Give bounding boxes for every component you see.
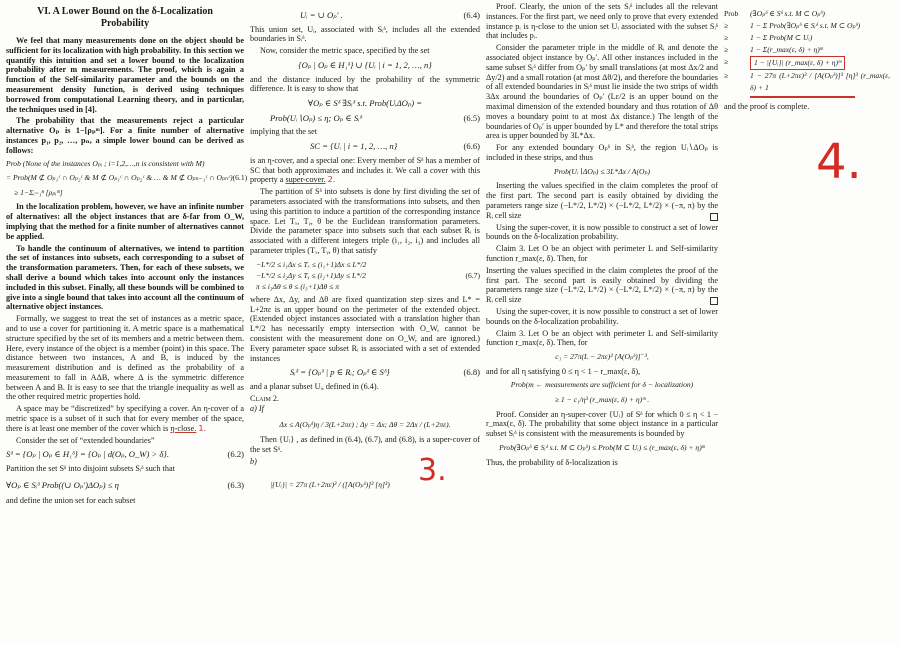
equation-body: Uᵢ = ∪ Oₚ′ . [300,10,343,20]
derivation-line [724,56,896,70]
equation-body: Sᵢᵟ = {Oₚᵟ | p ∈ Rᵢ; Oₚᵟ ∈ Sᵟ} [290,367,390,378]
section-title-line2: Probability [100,18,150,29]
derivation-rhs: 1 − Σ Prob(∃Oₚᵟ ∈ Sᵢᵟ s.t. M ⊂ Oₚᵟ) [750,21,861,30]
derivation-rel: ≥ [724,33,729,42]
annotation-mark-1: 1. [198,422,207,433]
equation-note: Prob (None of the instances Oₚᵢ ; i=1,2,…,n is consistent with M) [6,158,205,168]
equation-final-block [250,452,480,495]
equation-prob-bound: Prob(∃Oₚᵟ ∈ Sᵢᵟ s.t. M ⊂ Oₚᵟ) ≤ Prob(M ⊂ Uᵢ) ≤ (r_max(ε, δ) + η)ᵐ [499,443,705,453]
paragraph: We feel that many measurements done on the object should be sufficient for its localization with high probability. In this section we quantify this intuition and set a lower bound to the localization probability after m measurements. The proof, which is again a function of the Self-similarity parameter and the bounds on the measurement density function, is derived using techniques borrowed from computational Learning theory, and in particular, the techniques used in [4]. [6,36,244,114]
equation-number: (6.3) [227,479,244,490]
annotation-mark-3: 3. [418,452,447,488]
column-2 [250,0,480,494]
paragraph: where Δx, Δy, and Δθ are fixed quantization step sizes and L* = L+2πε is an upper bound on the perimeter of the extended object. (Extended object instances associated with a translation higher than L*/2 has necessarily empty intersection with O_W, cannot be consistent with the measurement done on O_W, and are ignored.) Every parameter space subset Rᵢ is associated with a set of extended instances [250,294,480,363]
equation-body: Prob(Uᵢ∖Oₚ) ≤ η; Oₚ ∈ Sᵢᵟ [270,112,362,123]
paragraph: Thus, the probability of δ-localization is [486,457,618,467]
derivation-rhs: 1 − Σ(r_max(ε, δ) + η)ᵐ [750,45,823,54]
equation-body: Sᵟ = {Oₚ | Oₚ ∈ H₁ᵟ} = {Oₚ | d(Oₚ, O_W) > δ}. [6,449,169,460]
column-1 [6,0,248,508]
paragraph: This union set, Uᵢ, associated with Sᵢᵟ, includes all the extended boundaries in Sᵢᵟ. [250,24,480,44]
equation-number: (6.7) [465,270,480,280]
paragraph: Using the super-cover, it is now possible to construct a set of lower bounds on the δ-localization probability. [486,306,718,326]
equation-body: SC = {Uᵢ | i = 1, 2, …, n} [310,141,398,152]
claim-part-b: b) [250,457,257,467]
claim-3-repeat: Claim 3. Let O be an object with perimeter L and Self-similarity function r_max(ε, δ). Then, for [486,328,718,348]
boxed-term: 1 − |{Uᵢ}| (r_max(ε, δ) + η)ᵐ [750,56,845,70]
paragraph-text: Inserting the values specified in the claim completes the proof of the first part. The second part is easily obtained by dividing the parameters range size (−L*/2, L*/2) × (−L*/2, L*/2) × (−π, π) by the Rᵢ cell size [486,181,718,220]
paragraph: implying that the set [250,127,318,137]
paragraph: Proof. Consider an η-super-cover {Uᵢ} of Sᵟ for which 0 ≤ η < 1 − r_max(ε, δ). The probability that some object instance in a particular subset Sᵢᵟ is consistent with the measurements is bounded by [486,409,718,439]
paragraph: In the localization problem, however, we have an infinite number of alternatives: all the object instances that are δ-far from O_W, implying that the method for a finite number of alternatives cannot be applied. [6,202,244,241]
equation-c1: c₁ = 27π(L − 2πε)³ [A(Oₚᵟ)]⁻³, [555,352,649,362]
equation-number: (6.2) [227,449,244,460]
equation-body: ∀Oₚ ∈ Sᵢᵟ Prob((∪ Oₚ′)ΔOₚ) ≤ η [6,479,119,490]
paragraph: and the proof is complete. [724,102,810,111]
derivation-rel: ≥ [724,21,729,30]
equation-6-6 [250,141,480,152]
inequality-row: −L*/2 ≤ i₂Δy ≤ Tᵧ ≤ (i₂+1)Δy ≤ L*/2 [256,270,366,280]
equation-number: (6.1) [232,173,248,183]
derivation-rel: ≥ [724,57,729,66]
paragraph-text: A space may be “discretized” by specifying a cover. An η-cover of a metric space is a subset of it such that for every member of the space, there is at least one member of the cover which is [6,404,244,433]
paragraph: Now, consider the metric space, specified by the set [260,46,430,56]
equation-number: (6.5) [463,112,480,123]
qed-box [710,297,718,305]
paragraph: and define the union set for each subset [6,496,136,506]
paragraph-text: is an η-cover, and a special one: Every member of Sᵟ has a member of SC that both approximates and includes it. We call a cover with this property a [250,155,480,185]
equation-6-1 [6,173,248,184]
paragraph [250,156,480,185]
equation-6-5 [250,113,480,124]
annotation-mark-2: 2. [327,174,336,185]
paragraph: Formally, we suggest to treat the set of instances as a metric space, and to use a cover for partitioning it. A metric space is a mathematical structure specified by the set of its members and a metric between them. Here, every instance of the object is a member (point) in this space. The distance between two instances, A and B, is induced by the measurement distribution and is defined as the probability of a measurement to fall in AΔB, where Δ is the symmetric difference between A and B. It is easy to see that the triangle inequality as well as the other required metric properties hold. [6,314,244,402]
equation-6-4 [250,10,480,21]
equation-6-5a: ∀Oₚ ∈ Sᵟ ∃Sᵢᵟ s.t. Prob(UᵢΔOₚ) = [307,98,423,109]
red-underline [750,96,855,98]
derivation-rhs: 1 − Σ Prob(M ⊂ Uᵢ) [750,33,813,42]
claim-part-a: a) If [250,404,264,414]
derivation-line [724,8,896,20]
annotation-mark-4: 4. [816,134,862,190]
equation-final: |{Uᵢ}| = 27π (L+2πε)³ / ([A(Oₚᵟ)]³ [η]³) [270,479,390,489]
equation-number: (6.4) [463,10,480,20]
equation-strip: Prob(Uᵢ∖ΔOₚ) ≤ 3L*Δx / A(Oₚ) [553,166,651,176]
paragraph: Partition the set Sᵟ into disjoint subsets Sᵢᵟ such that [6,464,175,474]
claim-3: Claim 3. Let O be an object with perimeter L and Self-similarity function r_max(ε, δ). Then, for [486,244,718,263]
inequality-row: −L*/2 ≤ i₁Δx ≤ Tₓ ≤ (i₁+1)Δx ≤ L*/2 [256,259,367,269]
paragraph: Proof. Clearly, the union of the sets Sᵢᵟ includes all the relevant instances. For the first part, we need only to prove that every extended instance pᵢ is η-close to the union set Uᵢ associated with the subset Sᵢᵟ that includes pᵢ. [486,2,718,41]
paragraph: The partition of Sᵟ into subsets is done by first dividing the set of parameters associated with the transformations into subsets, and then using this partition to induce a partition of the corresponding instance space. Let Tₓ, Tᵧ, θ be the Euclidean transformation parameters. Divide the parameter space into subsets such that each subset Rᵢ is associated with a different integers triple (i₁, i₂, i₃) and includes all parameter triples (Tₓ, Tᵧ, θ) that satisfy [250,187,480,255]
derivation-line [724,70,896,94]
paragraph: The probability that the measurements reject a particular alternative Oₚ is 1−[ρₚᵐ]. For a finite number of alternative instances p₁, p₂, …, pₙ, a simple lower bound can be derived as follows: [6,116,244,155]
derivation-line [724,20,896,32]
paragraph-text: Inserting the values specified in the claim completes the proof of the first part. The second part is easily obtained by dividing the parameters range size (−L*/2, L*/2) × (−L*/2, L*/2) × (−π, π) by the Rᵢ cell size [486,265,718,305]
claim-condition: Δx ≤ A(Oₚᵟ)η / 3(L+2πε) ; Δy = Δx; Δθ = 2Δx / (L+2πε). [279,419,451,429]
paragraph: Consider the parameter triple in the middle of Rᵢ and denote the associated object instance by Oₚ′. All other instances included in the same subset Sᵢᵟ differ from Oₚ′ by small translations (at most Δx/2 and Δy/2) and a small rotation (at most Δθ/2), and therefore the boundaries of all extended boundaries in Sᵢᵟ must lie inside the two strips of width 3Δx around the boundaries of Oₚ′ (Lε/2 is an upper bound on the maximal dimension of the extended boundary and thus rotation of Δθ moves a boundary point to at most Δx distance.) The length of the boundaries of Oₚ′ is upper bounded by L* and therefore the total strips area is upper bounded by 3L*Δx. [486,43,718,141]
column-3 [486,0,718,469]
paragraph: To handle the continuum of alternatives, we intend to partition the set of instances into subsets, each corresponding to a subset of the transformation parameters. Then, for each of these subsets, we shall derive a bound which takes into account only the instances included in this subset. Finally, all these bounds will be combined to give into a single bound that takes into account all the continuum of alternative object instances. [6,243,244,312]
derivation-line [724,44,896,56]
paragraph: Consider the set of “extended boundaries” [16,435,155,445]
paragraph: and the distance induced by the probability of the symmetric difference. It is easy to show that [250,74,480,94]
paragraph: Using the super-cover, it is now possible to construct a set of lower bounds on the δ-localization probability. [486,222,718,242]
derivation-lhs: Prob [724,9,739,18]
derivation-block [724,8,896,98]
claim-heading: Claim 2. [250,393,279,403]
equation-number: (6.6) [463,141,480,152]
derivation-line [724,32,896,44]
paragraph: and a planar subset Uᵢ, defined in (6.4). [250,381,379,391]
paragraph: Then {Uᵢ} , as defined in (6.4), (6.7), and (6.8), is a super-cover of the set Sᵟ. [250,435,480,455]
equation-6-3 [6,480,244,491]
equation-set: {Oₚ | Oₚ ∈ H₁ᵟ} ∪ {Uᵢ | i = 1, 2, …, n} [298,59,432,70]
derivation-rhs: 1 − 27π (L+2πε)³ / [A(Oₚᵟ)]³ [η]³ (r_max(ε, δ) + 1 [750,71,890,92]
derivation-rel: ≥ [724,45,729,54]
section-title [6,6,244,30]
inequality-row: π ≤ i₃Δθ ≤ θ ≤ (i₃+1)Δθ ≤ π [256,281,340,291]
section-title-line1: VI. A Lower Bound on the δ-Localization [37,6,213,17]
derivation-rel: ≥ [724,71,729,80]
qed-box [710,213,718,221]
equation-6-8 [250,367,480,378]
paragraph: For any extended boundary Oₚᵟ in Sᵢᵟ, the region Uᵢ∖ΔOₚ is included in these strips, and thus [486,143,718,162]
highlighted-term: η-close. [170,423,197,433]
paragraph: and for all η satisfying 0 ≤ η < 1 − r_max(ε, δ), [486,366,641,376]
equation-number: (6.8) [463,367,480,378]
column-4 [724,0,896,190]
derivation-rhs: (∃Oₚᵟ ∈ Sᵟ s.t. M ⊂ Oₚᵟ) [750,9,825,18]
paragraph [486,181,718,220]
paragraph [486,266,718,305]
equation-bound: ≥ 1−Σᵢ₌₁ⁿ [ρₚᵢᵐ] [14,187,63,197]
equation-6-2 [6,449,244,460]
equation-prob-m: Prob(m ← measurements are sufficient for δ − localization) [510,380,694,390]
paragraph [6,404,244,433]
equation-body: = Prob(M ⊄ Oₚ₁ᶜ ∩ Oₚ₂ᶜ & M ⊄ Oₚ₁ᶜ ∩ Oₚ₂ᶜ & … & M ⊄ Oₚₙ₋₁ᶜ ∩ Oₚₙᶜ) [6,173,233,183]
equation-prob-m-bound: ≥ 1 − c₁/η³ (r_max(ε, δ) + η)ᵐ . [554,395,650,405]
highlighted-term: super-cover. [285,175,326,185]
inequality-block [256,259,480,292]
